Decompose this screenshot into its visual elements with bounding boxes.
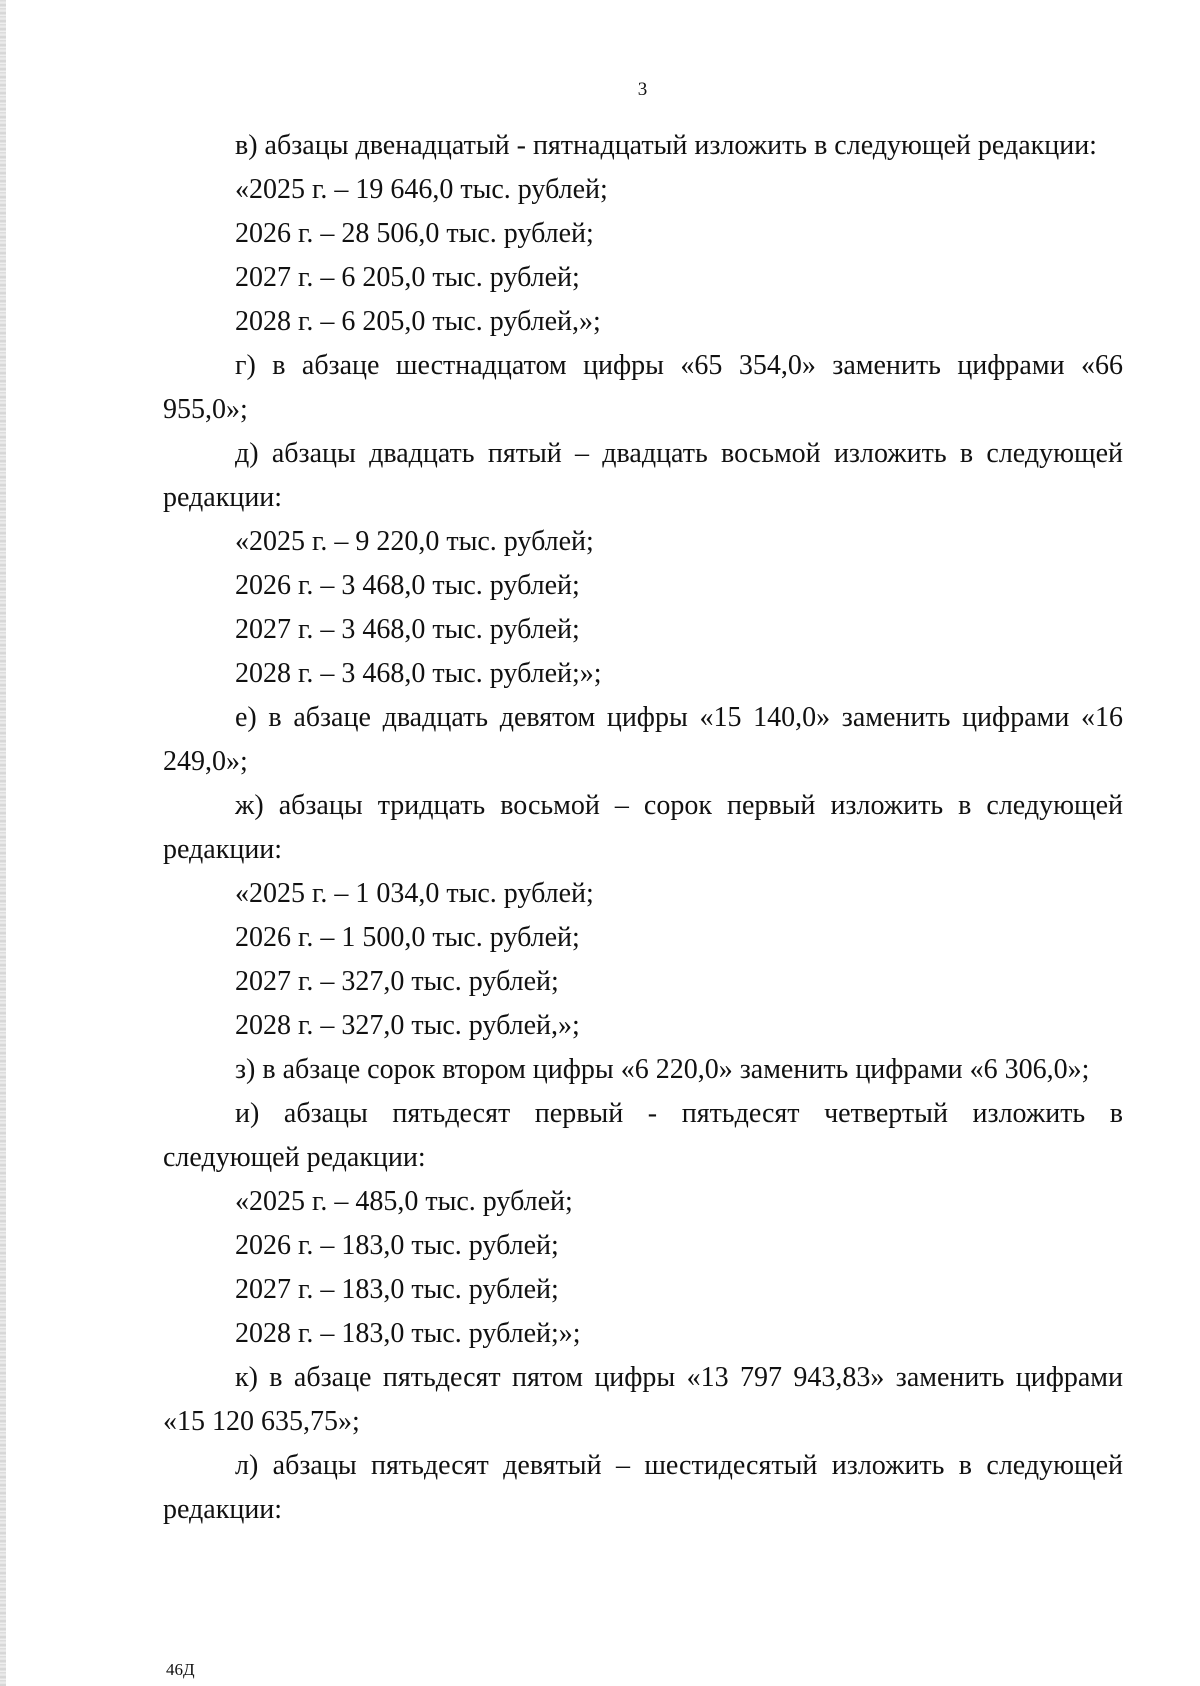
amount-line: 2027 г. – 183,0 тыс. рублей;	[235, 1274, 559, 1305]
amount-line: 2028 г. – 6 205,0 тыс. рублей,»;	[235, 306, 601, 337]
amount-line: 2028 г. – 327,0 тыс. рублей,»;	[235, 1010, 580, 1041]
amount-line: «2025 г. – 9 220,0 тыс. рублей;	[235, 526, 594, 557]
paragraph-k: к) в абзаце пятьдесят пятом цифры «13 797 943,83» заменить цифрами «15 120 635,75»;	[163, 1362, 1123, 1437]
scan-edge	[0, 0, 6, 1686]
amount-line: «2025 г. – 1 034,0 тыс. рублей;	[235, 878, 594, 909]
amount-line: 2028 г. – 183,0 тыс. рублей;»;	[235, 1318, 581, 1349]
amount-line: «2025 г. – 19 646,0 тыс. рублей;	[235, 174, 608, 205]
paragraph-e: е) в абзаце двадцать девятом цифры «15 140,0» заменить цифрами «16 249,0»;	[163, 702, 1123, 777]
amount-line: 2028 г. – 3 468,0 тыс. рублей;»;	[235, 658, 602, 689]
amount-line: 2027 г. – 6 205,0 тыс. рублей;	[235, 262, 580, 293]
paragraph-i: и) абзацы пятьдесят первый - пятьдесят четвертый изложить в следующей редакции:	[163, 1098, 1123, 1173]
paragraph-l: л) абзацы пятьдесят девятый – шестидесятый изложить в следующей редакции:	[163, 1450, 1123, 1525]
amount-line: 2026 г. – 3 468,0 тыс. рублей;	[235, 570, 580, 601]
amount-line: 2026 г. – 28 506,0 тыс. рублей;	[235, 218, 594, 249]
paragraph-z: з) в абзаце сорок втором цифры «6 220,0» заменить цифрами «6 306,0»;	[235, 1054, 1090, 1085]
paragraph-d: д) абзацы двадцать пятый – двадцать восьмой изложить в следующей редакции:	[163, 438, 1123, 513]
amount-line: 2026 г. – 1 500,0 тыс. рублей;	[235, 922, 580, 953]
paragraph-g: г) в абзаце шестнадцатом цифры «65 354,0» заменить цифрами «66 955,0»;	[163, 350, 1123, 425]
paragraph-v: в) абзацы двенадцатый - пятнадцатый изложить в следующей редакции:	[235, 130, 1097, 161]
amount-line: «2025 г. – 485,0 тыс. рублей;	[235, 1186, 573, 1217]
amount-line: 2026 г. – 183,0 тыс. рублей;	[235, 1230, 559, 1261]
footer-code: 46Д	[166, 1660, 195, 1679]
amount-line: 2027 г. – 3 468,0 тыс. рублей;	[235, 614, 580, 645]
page-number: 3	[637, 79, 648, 100]
document-body	[163, 124, 1123, 1532]
paragraph-zh: ж) абзацы тридцать восьмой – сорок первый изложить в следующей редакции:	[163, 790, 1123, 865]
amount-line: 2027 г. – 327,0 тыс. рублей;	[235, 966, 559, 997]
